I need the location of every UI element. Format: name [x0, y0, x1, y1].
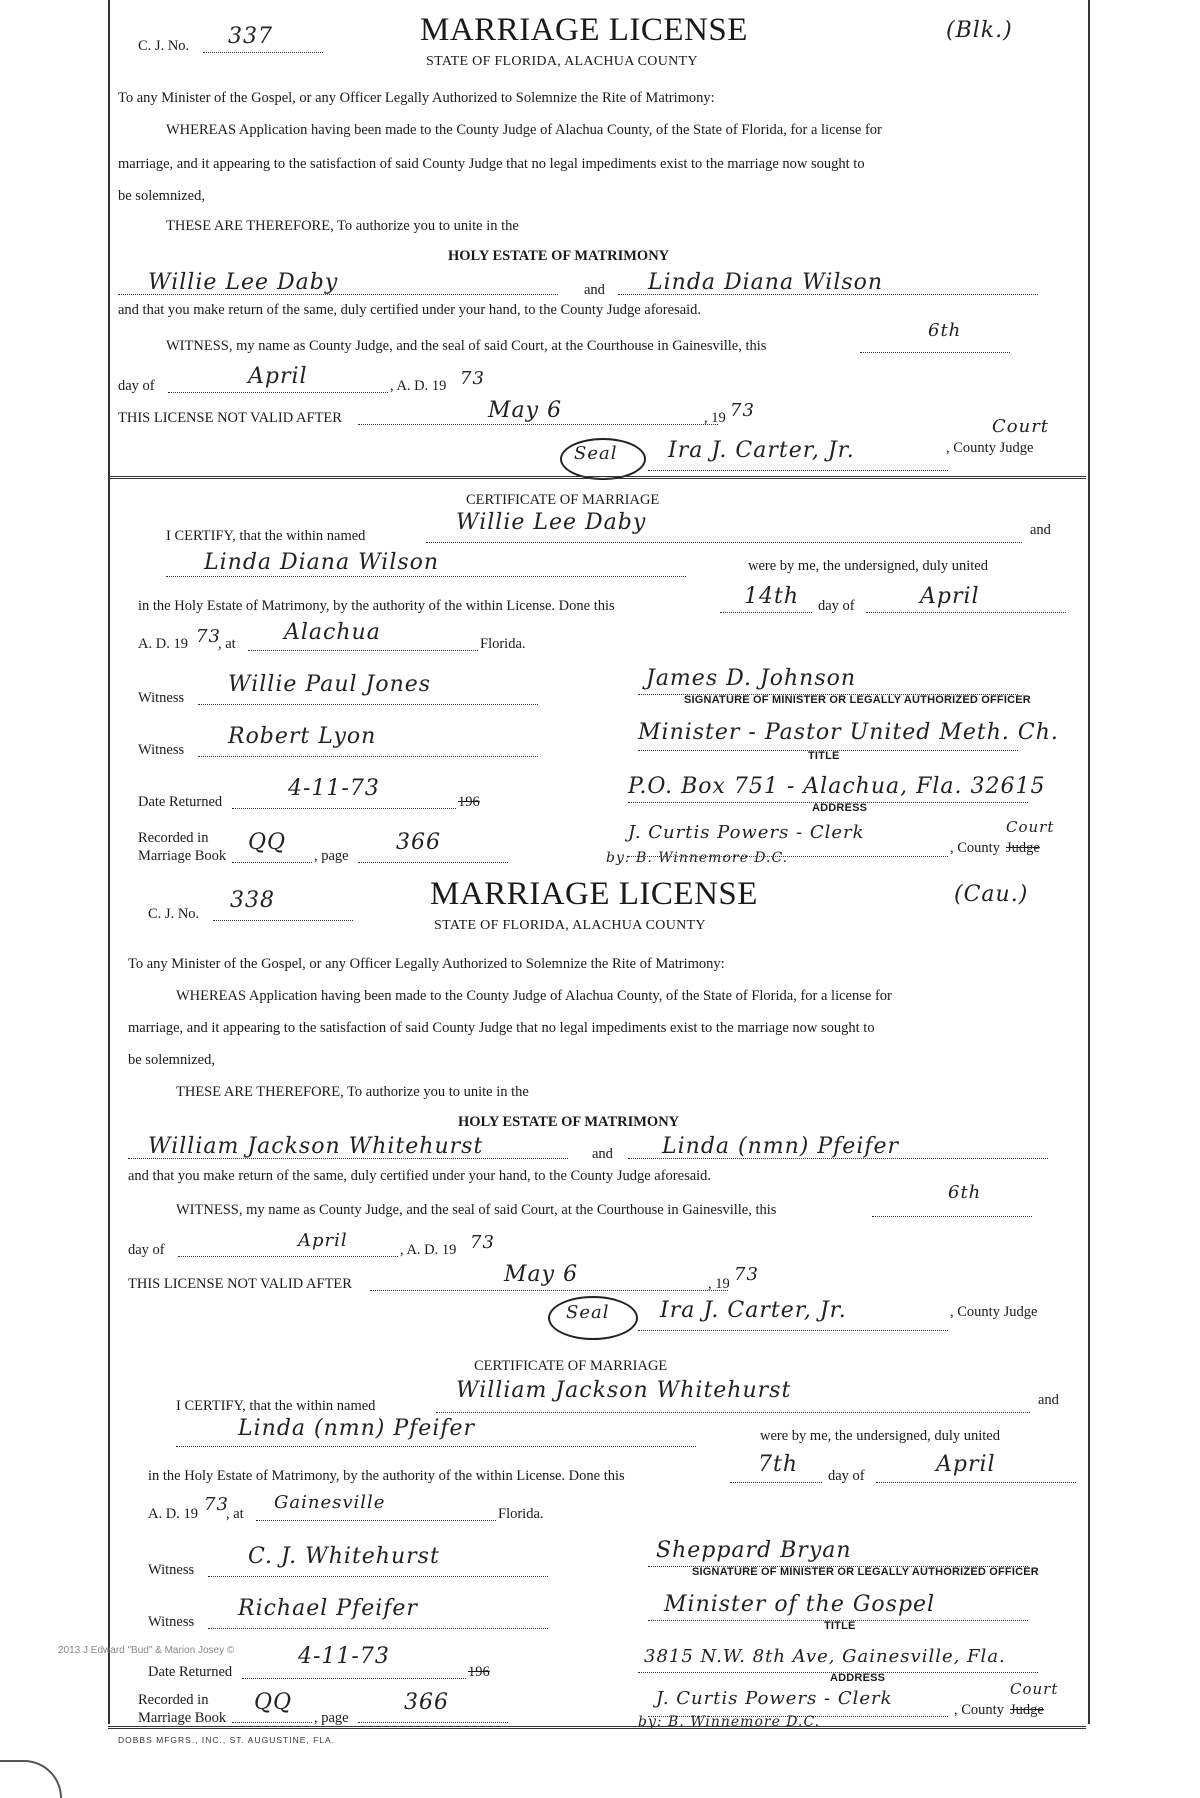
united-label: were by me, the undersigned, duly united — [760, 1428, 1000, 1444]
groom-name: Willie Lee Daby — [148, 270, 339, 295]
certify-label: I CERTIFY, that the within named — [166, 528, 366, 544]
florida-label: Florida. — [480, 636, 526, 652]
license-title: MARRIAGE LICENSE — [430, 876, 758, 912]
and-label: and — [592, 1146, 613, 1162]
license-subtitle: STATE OF FLORIDA, ALACHUA COUNTY — [434, 918, 706, 933]
clerk-sub-signature: by: B. Winnemore D.C. — [638, 1714, 821, 1730]
clerk-signature: J. Curtis Powers - Clerk — [628, 822, 865, 843]
page-value: 366 — [404, 1690, 449, 1715]
certify-label: I CERTIFY, that the within named — [176, 1398, 376, 1414]
officer-signature: James D. Johnson — [646, 666, 857, 691]
county-label: , County — [950, 840, 1000, 856]
and-label: and — [584, 282, 605, 298]
marriage-place: Gainesville — [274, 1492, 386, 1513]
page-value: 366 — [396, 830, 441, 855]
not-valid-year-prefix: , 19 — [704, 410, 726, 426]
clerk-signature: J. Curtis Powers - Clerk — [656, 1688, 893, 1709]
done-year: 73 — [204, 1494, 229, 1515]
book-value: QQ — [254, 1690, 293, 1715]
cert-bride: Linda Diana Wilson — [204, 550, 440, 575]
date-returned-label: Date Returned — [138, 794, 223, 810]
date-returned: 4-11-73 — [298, 1644, 390, 1669]
therefore-line: THESE ARE THEREFORE, To authorize you to unite in the — [176, 1084, 529, 1100]
seal-text: Seal — [574, 443, 618, 464]
license-day: 6th — [948, 1182, 982, 1203]
address-value: P.O. Box 751 - Alachua, Fla. 32615 — [628, 774, 1046, 799]
not-valid-year: 73 — [730, 400, 755, 421]
bottom-rule — [108, 1726, 1086, 1729]
license-month: April — [298, 1230, 348, 1251]
done-ad: A. D. 19 — [148, 1506, 198, 1522]
section-divider — [108, 476, 1086, 479]
done-year: 73 — [196, 626, 221, 647]
at-label: , at — [218, 636, 236, 652]
witness-2: Robert Lyon — [228, 724, 377, 749]
officer-label: SIGNATURE OF MINISTER OR LEGALLY AUTHORIZED OFFICER — [692, 1566, 1039, 1578]
done-month: April — [936, 1452, 996, 1477]
holy-estate-heading: HOLY ESTATE OF MATRIMONY — [448, 248, 670, 264]
not-valid-label: THIS LICENSE NOT VALID AFTER — [118, 410, 342, 426]
groom-name: William Jackson Whitehurst — [148, 1134, 484, 1159]
witness-2-label: Witness — [148, 1614, 195, 1630]
return-line: and that you make return of the same, duly certified under your hand, to the County Judge aforesaid. — [128, 1168, 712, 1184]
officer-label: SIGNATURE OF MINISTER OR LEGALLY AUTHORIZED OFFICER — [684, 694, 1031, 706]
witness-1-label: Witness — [138, 690, 185, 706]
cert-groom: William Jackson Whitehurst — [456, 1378, 792, 1403]
done-day-of: day of — [818, 598, 855, 614]
done-ad: A. D. 19 — [138, 636, 188, 652]
witness-2: Richael Pfeifer — [238, 1596, 418, 1621]
address-label: ADDRESS — [812, 802, 868, 814]
not-valid-year: 73 — [734, 1264, 759, 1285]
race-note: (Cau.) — [954, 882, 1029, 907]
judge-struck: Judge — [1010, 1702, 1044, 1718]
certificate-title: CERTIFICATE OF MARRIAGE — [474, 1358, 668, 1374]
whereas-line-3: be solemnized, — [118, 188, 205, 204]
page-label: , page — [314, 848, 349, 864]
county-judge-label: , County Judge — [946, 440, 1034, 456]
cert-groom: Willie Lee Daby — [456, 510, 647, 535]
witness-line: WITNESS, my name as County Judge, and the seal of said Court, at the Courthouse in Gainesville, this — [176, 1202, 777, 1218]
whereas-line-2: marriage, and it appearing to the satisfaction of said County Judge that no legal impediments exist to the marriage now sought to — [118, 156, 865, 172]
court-note-2: Court — [1010, 1680, 1059, 1698]
cert-bride: Linda (nmn) Pfeifer — [238, 1416, 476, 1441]
county-judge-label: , County Judge — [950, 1304, 1038, 1320]
court-note: Court — [992, 416, 1050, 437]
at-label: , at — [226, 1506, 244, 1522]
judge-signature: Ira J. Carter, Jr. — [660, 1298, 847, 1323]
certificate-title: CERTIFICATE OF MARRIAGE — [466, 492, 660, 508]
address-label: ADDRESS — [830, 1672, 886, 1684]
recorded-label: Recorded in — [138, 1692, 209, 1708]
title-label: TITLE — [808, 750, 840, 762]
not-valid-year-prefix: , 19 — [708, 1276, 730, 1292]
ad-label: , A. D. 19 — [390, 378, 447, 394]
holy-authority-line: in the Holy Estate of Matrimony, by the authority of the within License. Done this — [138, 598, 615, 614]
witness-1: Willie Paul Jones — [228, 672, 432, 697]
date-returned-year: 196 — [468, 1664, 490, 1680]
license-day: 6th — [928, 320, 962, 341]
cj-label: C. J. No. — [138, 38, 190, 54]
done-day: 7th — [758, 1452, 799, 1477]
printer-credit: DOBBS MFGRS., INC., ST. AUGUSTINE, FLA. — [118, 1735, 336, 1745]
day-of-label: day of — [118, 378, 155, 394]
whereas-line-1: WHEREAS Application having been made to the County Judge of Alachua County, of the State of Florida, for a license for — [176, 988, 892, 1004]
not-valid-date: May 6 — [504, 1262, 579, 1287]
race-note: (Blk.) — [946, 18, 1013, 43]
address-value: 3815 N.W. 8th Ave, Gainesville, Fla. — [644, 1646, 1006, 1667]
cj-label: C. J. No. — [148, 906, 200, 922]
page-label: , page — [314, 1710, 349, 1726]
whereas-line-1: WHEREAS Application having been made to the County Judge of Alachua County, of the State of Florida, for a license for — [166, 122, 882, 138]
judge-struck: Judge — [1006, 840, 1040, 856]
marriage-book-label: Marriage Book — [138, 848, 227, 864]
marriage-book-label: Marriage Book — [138, 1710, 227, 1726]
whereas-line-2: marriage, and it appearing to the satisfaction of said County Judge that no legal impediments exist to the marriage now sought to — [128, 1020, 875, 1036]
judge-signature: Ira J. Carter, Jr. — [668, 438, 855, 463]
county-label: , County — [954, 1702, 1004, 1718]
ad-label: , A. D. 19 — [400, 1242, 457, 1258]
title-value: Minister - Pastor United Meth. Ch. — [638, 720, 1059, 745]
date-returned-year: 196 — [458, 794, 480, 810]
witness-line: WITNESS, my name as County Judge, and the seal of said Court, at the Courthouse in Gainesville, this — [166, 338, 767, 354]
not-valid-date: May 6 — [488, 398, 563, 423]
bride-name: Linda Diana Wilson — [648, 270, 884, 295]
officer-signature: Sheppard Bryan — [656, 1538, 852, 1563]
holy-estate-heading: HOLY ESTATE OF MATRIMONY — [458, 1114, 680, 1130]
clerk-sub-signature: by: B. Winnemore D.C. — [606, 850, 789, 866]
done-day-of: day of — [828, 1468, 865, 1484]
license-year: 73 — [470, 1232, 495, 1253]
return-line: and that you make return of the same, duly certified under your hand, to the County Judge aforesaid. — [118, 302, 702, 318]
done-month: April — [920, 584, 980, 609]
court-note-2: Court — [1006, 818, 1055, 836]
florida-label: Florida. — [498, 1506, 544, 1522]
not-valid-label: THIS LICENSE NOT VALID AFTER — [128, 1276, 352, 1292]
witness-1-label: Witness — [148, 1562, 195, 1578]
marriage-place: Alachua — [284, 620, 381, 645]
done-day: 14th — [744, 584, 800, 609]
address-line: To any Minister of the Gospel, or any Officer Legally Authorized to Solemnize the Rite of Matrimony: — [118, 90, 715, 106]
bride-name: Linda (nmn) Pfeifer — [662, 1134, 900, 1159]
cj-number: 337 — [228, 24, 273, 49]
day-of-label: day of — [128, 1242, 165, 1258]
united-label: were by me, the undersigned, duly united — [748, 558, 988, 574]
title-label: TITLE — [824, 1620, 856, 1632]
recorded-label: Recorded in — [138, 830, 209, 846]
holy-authority-line: in the Holy Estate of Matrimony, by the authority of the within License. Done this — [148, 1468, 625, 1484]
license-year: 73 — [460, 368, 485, 389]
cert-and: and — [1030, 522, 1051, 538]
cj-number: 338 — [230, 888, 275, 913]
date-returned-label: Date Returned — [148, 1664, 233, 1680]
page-corner — [0, 1760, 62, 1798]
copyright-watermark: 2013 J Edward "Bud" & Marion Josey © — [58, 1645, 235, 1656]
license-subtitle: STATE OF FLORIDA, ALACHUA COUNTY — [426, 54, 698, 69]
therefore-line: THESE ARE THEREFORE, To authorize you to unite in the — [166, 218, 519, 234]
witness-1: C. J. Whitehurst — [248, 1544, 440, 1569]
title-value: Minister of the Gospel — [664, 1592, 936, 1617]
whereas-line-3: be solemnized, — [128, 1052, 215, 1068]
date-returned: 4-11-73 — [288, 776, 380, 801]
document-page — [108, 0, 1088, 1796]
address-line: To any Minister of the Gospel, or any Officer Legally Authorized to Solemnize the Rite of Matrimony: — [128, 956, 725, 972]
book-value: QQ — [248, 830, 287, 855]
license-month: April — [248, 364, 308, 389]
license-title: MARRIAGE LICENSE — [420, 12, 748, 48]
cert-and: and — [1038, 1392, 1059, 1408]
seal-text: Seal — [566, 1302, 610, 1323]
witness-2-label: Witness — [138, 742, 185, 758]
